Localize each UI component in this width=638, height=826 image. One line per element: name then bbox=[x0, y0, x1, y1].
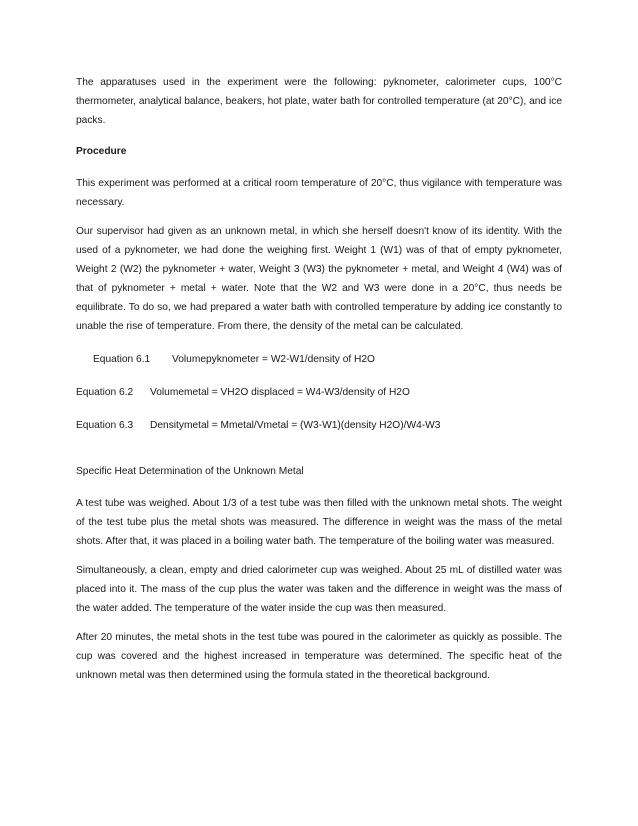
equation-formula: Volumepyknometer = W2-W1/density of H2O bbox=[172, 354, 375, 365]
equation-label: Equation 6.3 bbox=[76, 420, 134, 431]
calorimeter-paragraph: Simultaneously, a clean, empty and dried calorimeter cup was weighed. About 25 mL of distilled water was placed into it. The mass of the cup plus the water was taken and the difference in weight was the mass of the water added. The temperature of the water inside the cup was then measured. bbox=[76, 565, 562, 614]
equation-6-1 bbox=[76, 350, 562, 369]
equation-6-3 bbox=[76, 416, 562, 435]
apparatus-paragraph: The apparatuses used in the experiment were the following: pyknometer, calorimeter cups, 100°C thermometer, analytical balance, beakers, hot plate, water bath for controlled temperature (at 20°C), and ice packs. bbox=[76, 77, 562, 126]
equation-label: Equation 6.2 bbox=[76, 387, 134, 398]
specific-heat-heading: Specific Heat Determination of the Unknown Metal bbox=[76, 466, 304, 477]
document-page bbox=[76, 73, 562, 685]
equation-formula: Volumemetal = VH2O displaced = W4-W3/density of H2O bbox=[150, 387, 410, 398]
procedure-heading: Procedure bbox=[76, 146, 127, 157]
equation-formula: Densitymetal = Mmetal/Vmetal = (W3-W1)(density H2O)/W4-W3 bbox=[150, 420, 441, 431]
procedure-intro-paragraph: This experiment was performed at a critical room temperature of 20°C, thus vigilance with temperature was necessary. bbox=[76, 178, 562, 208]
test-tube-paragraph: A test tube was weighed. About 1/3 of a test tube was then filled with the unknown metal shots. The weight of the test tube plus the metal shots was measured. The difference in weight was the mass of the metal shots. After that, it was placed in a boiling water bath. The temperature of the boiling water was measured. bbox=[76, 498, 562, 547]
equation-label: Equation 6.1 bbox=[93, 354, 151, 365]
equation-6-2 bbox=[76, 383, 562, 402]
mixing-paragraph: After 20 minutes, the metal shots in the test tube was poured in the calorimeter as quickly as possible. The cup was covered and the highest increased in temperature was determined. The specific heat of the unknown metal was then determined using the formula stated in the theoretical background. bbox=[76, 632, 562, 681]
procedure-detail-paragraph: Our supervisor had given as an unknown metal, in which she herself doesn't know of its identity. With the used of a pyknometer, we had done the weighing first. Weight 1 (W1) was of that of empty pyknometer, Weight 2 (W2) the pyknometer + water, Weight 3 (W3) the pyknometer + metal, and Weight 4 (W4) was of that of pyknometer + metal + water. Note that the W2 and W3 were done in a 20°C, thus needs be equilibrate. To do so, we had prepared a water bath with controlled temperature by adding ice constantly to unable the rise of temperature. From there, the density of the metal can be calculated. bbox=[76, 226, 562, 332]
